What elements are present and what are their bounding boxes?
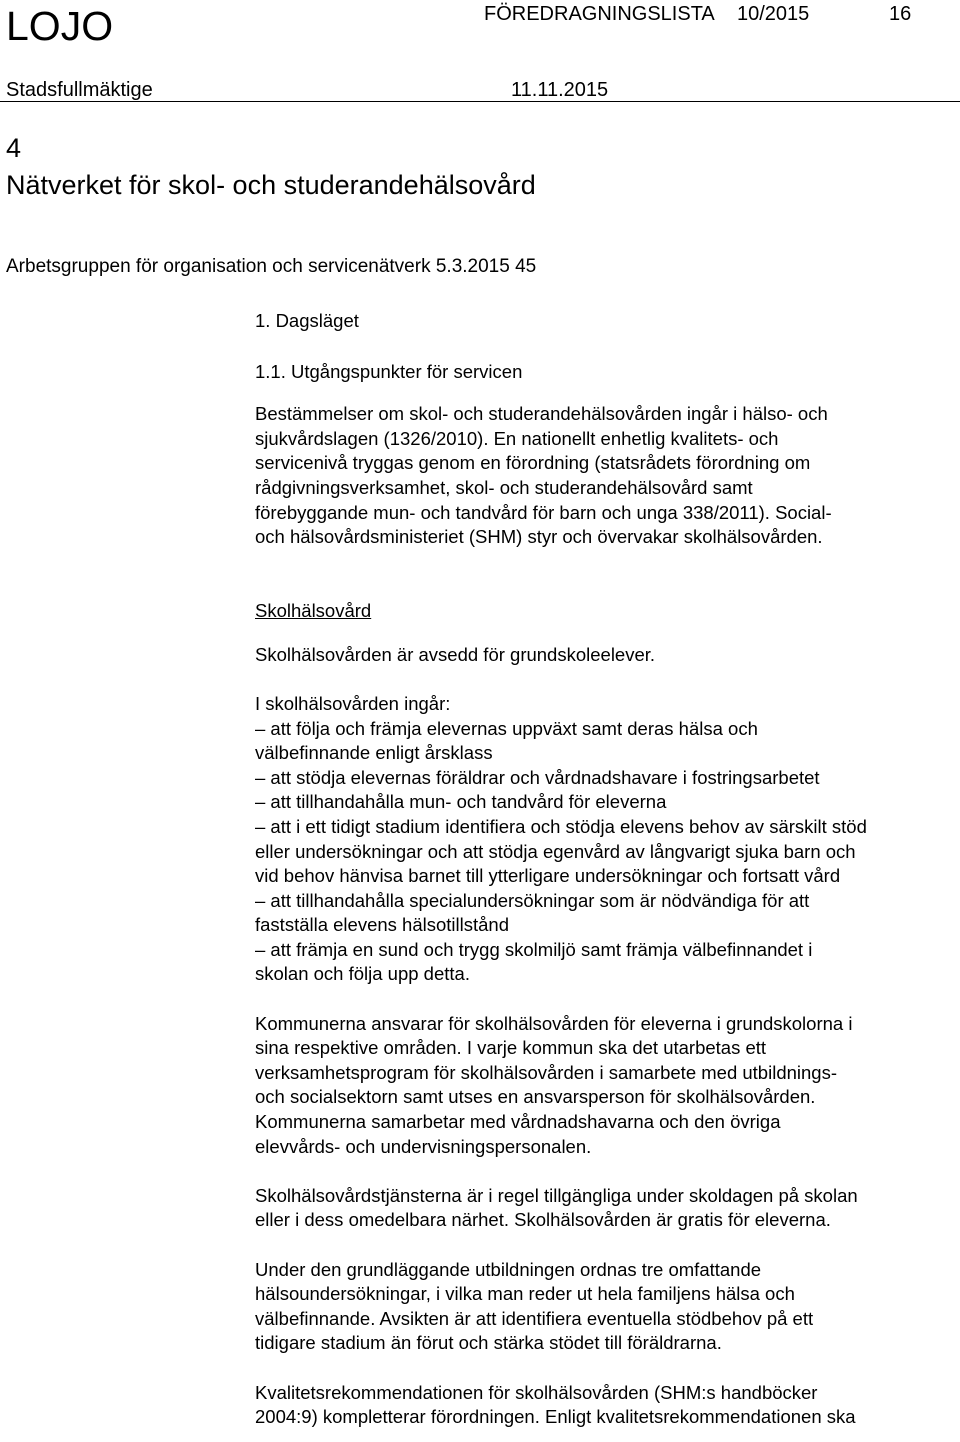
paragraph-health-examinations: Under den grundläggande utbildningen ordnas tre omfattande hälsoundersökningar, i vilka man reder ut hela familjens hälsa och välbefinnande. Avsikten är att identifiera eventuella stödbehov på ett tidigare stadium än förut och stärka stödet till föräldrarna. bbox=[255, 1258, 814, 1354]
paragraph-target-group: Skolhälsovården är avsedd för grundskoleelever. bbox=[255, 644, 656, 666]
list-number: 10/2015 bbox=[737, 3, 810, 25]
header-divider bbox=[0, 101, 960, 102]
list-item: – att i ett tidigt stadium identifiera och stödja elevens behov av särskilt stöd eller undersökningar och att stödja egenvård av långvarigt sjuka barn och vid behov hänvisa barnet till ytterligare undersökningar och fortsatt vård bbox=[255, 815, 867, 887]
list-title: FÖREDRAGNINGSLISTA bbox=[484, 3, 715, 25]
paragraph-legislation: Bestämmelser om skol- och studerandehälsovården ingår i hälso- och sjukvårdslagen (1326/2010). En nationellt enhetlig kvalitets- och servicenivå tryggas genom en förordning (statsrådets förordning om rådgivningsverksamhet, skol- och studerandehälsovård samt förebyggande mun- och tandvård för barn och unga 338/2011). Social- och hälsovårdsministeriet (SHM) styr och övervakar skolhälsovården. bbox=[255, 403, 832, 548]
paragraph-quality-recommendation: Kvalitetsrekommendationen för skolhälsovården (SHM:s handböcker 2004:9) kompletterar förordningen. Enligt kvalitetsrekommendationen ska bbox=[255, 1381, 856, 1428]
municipality-logo: LOJO bbox=[6, 3, 114, 49]
heading-service-basis: 1.1. Utgångspunkter för servicen bbox=[255, 360, 523, 382]
services-list bbox=[255, 717, 960, 988]
list-item: – att stödja elevernas föräldrar och vårdnadshavare i fostringsarbetet bbox=[255, 766, 820, 788]
list-item: – att tillhandahålla specialundersökningar som är nödvändiga för att fastställa elevens hälsotillstånd bbox=[255, 889, 810, 936]
document-body bbox=[255, 309, 960, 1430]
subheading-school-health-care: Skolhälsovård bbox=[255, 599, 372, 621]
list-intro: I skolhälsovården ingår: bbox=[255, 692, 451, 714]
meeting-date: 11.11.2015 bbox=[511, 79, 609, 101]
paragraph-municipal-responsibility: Kommunerna ansvarar för skolhälsovården för eleverna i grundskolorna i sina respektive områden. I varje kommun ska det utarbetas ett verksamhetsprogram för skolhälsovården i samarbete med utbildnings- och socialsektorn samt utses en ansvarsperson för skolhälsovården. Kommunerna samarbetar med vårdnadshavarna och den övriga elevvårds- och undervisningspersonalen. bbox=[255, 1012, 853, 1157]
list-item: – att följa och främja elevernas uppväxt samt deras hälsa och välbefinnande enligt årsklass bbox=[255, 717, 758, 764]
heading-current-status: 1. Dagsläget bbox=[255, 310, 359, 331]
list-item: – att tillhandahålla mun- och tandvård för eleverna bbox=[255, 791, 667, 813]
list-item: – att främja en sund och trygg skolmiljö samt främja välbefinnandet i skolan och följa upp detta. bbox=[255, 938, 813, 985]
section-title: Nätverket för skol- och studerandehälsovård bbox=[6, 170, 536, 200]
page-number: 16 bbox=[889, 3, 912, 25]
paragraph-availability: Skolhälsovårdstjänsterna är i regel tillgängliga under skoldagen på skolan eller i dess omedelbara närhet. Skolhälsovården är gratis för eleverna. bbox=[255, 1184, 858, 1231]
section-number: 4 bbox=[6, 133, 22, 163]
decision-body: Stadsfullmäktige bbox=[6, 79, 153, 101]
meeting-line: Arbetsgruppen för organisation och servicenätverk 5.3.2015 45 bbox=[6, 256, 537, 277]
